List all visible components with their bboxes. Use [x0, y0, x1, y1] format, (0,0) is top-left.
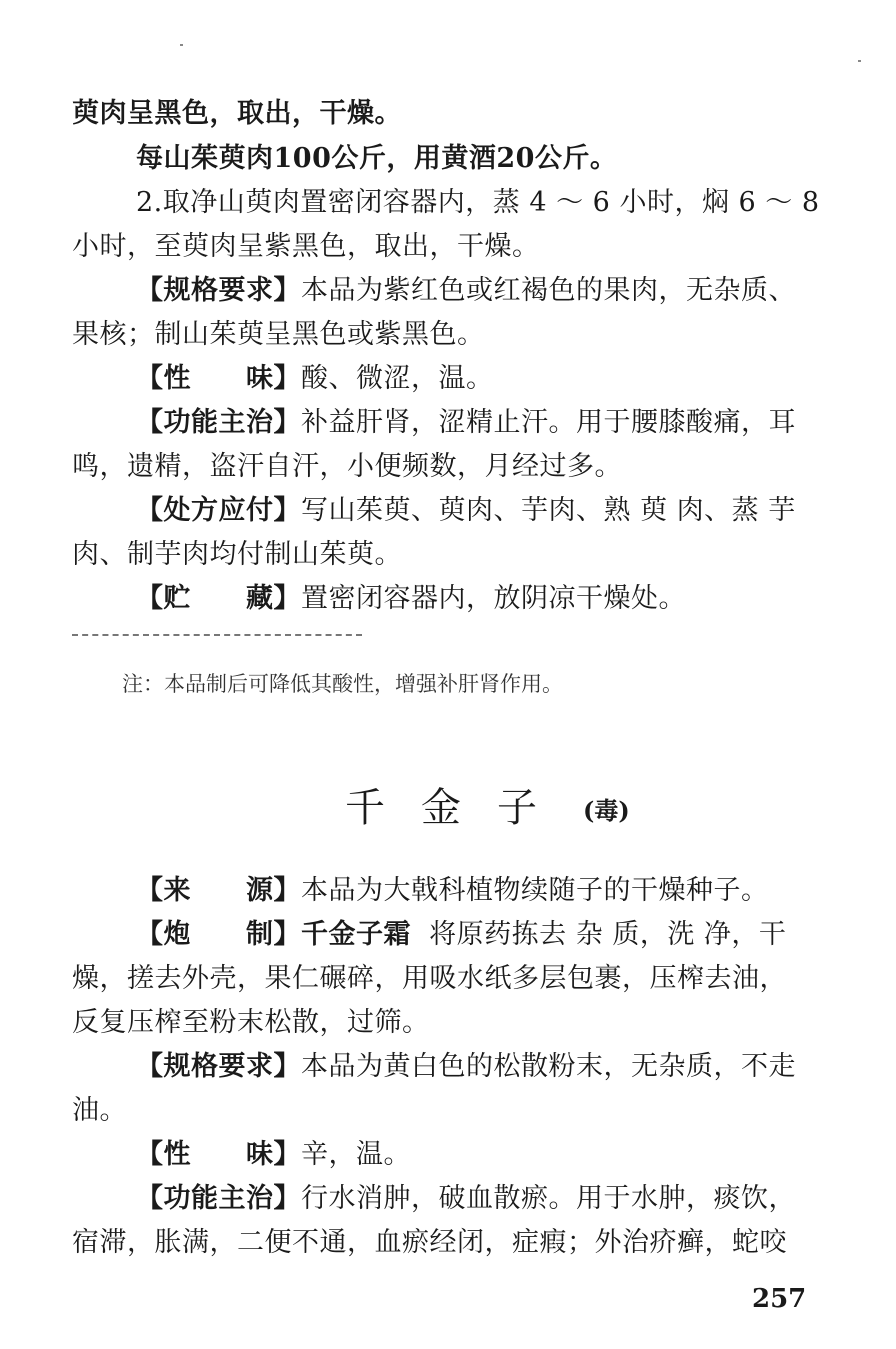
- text-run: 将原药拣去 杂 质，洗 净，干: [429, 919, 787, 950]
- section-label: 【贮 藏】: [136, 583, 301, 614]
- footnote: 注：本品制后可降低其酸性，增强补肝肾作用。: [122, 672, 563, 696]
- taste-paragraph: [136, 361, 832, 397]
- text-line: 每山茱萸肉100公斤，用黄酒20公斤。: [136, 143, 618, 174]
- text-line: 2.取净山萸肉置密闭容器内，蒸 4 ～ 6 小时，焖 6 ～ 8: [136, 187, 820, 218]
- text-run: 行水消肿，破血散瘀。用于水肿，痰饮，: [301, 1183, 796, 1214]
- taste-paragraph: [136, 1137, 832, 1173]
- text-line: 肉、制芋肉均付制山茱萸。: [72, 539, 402, 570]
- text-run: 本品为紫红色或红褐色的果肉，无杂质、: [301, 275, 796, 306]
- text-line: 鸣，遗精，盗汗自汗，小便频数，月经过多。: [72, 451, 622, 482]
- text-run: 写山茱萸、萸肉、芋肉、熟 萸 肉、蒸 芋: [301, 495, 796, 526]
- text-run: 置密闭容器内，放阴凉干燥处。: [301, 583, 686, 614]
- text-line: 油。: [72, 1095, 127, 1126]
- text-line: 果核；制山茱萸呈黑色或紫黑色。: [72, 319, 485, 350]
- section-title-toxic-tag: (毒): [583, 796, 630, 825]
- section-label: 【性 味】: [136, 1139, 301, 1170]
- section-label: 【性 味】: [136, 363, 301, 394]
- scan-speck: [180, 44, 183, 46]
- prescription-paragraph: [136, 493, 832, 529]
- text-run: 本品为大戟科植物续随子的干燥种子。: [301, 875, 769, 906]
- page-number: 257: [752, 1284, 807, 1314]
- section-label: 【功能主治】: [136, 1183, 301, 1214]
- text-line: 小时，至萸肉呈紫黑色，取出，干燥。: [72, 231, 540, 262]
- text-run: 补益肝肾，涩精止汗。用于腰膝酸痛，耳: [301, 407, 796, 438]
- scan-speck: [858, 60, 861, 62]
- function-paragraph: [136, 1181, 832, 1217]
- text-line: 反复压榨至粉末松散，过筛。: [72, 1007, 430, 1038]
- section-label: 【炮 制】: [136, 919, 301, 950]
- section-label: 【来 源】: [136, 875, 301, 906]
- text-line: 宿滞，胀满，二便不通，血瘀经闭，症瘕；外治疥癣，蛇咬: [72, 1227, 787, 1258]
- storage-paragraph: [136, 581, 832, 617]
- section-label: 【处方应付】: [136, 495, 301, 526]
- section-label: 【规格要求】: [136, 275, 301, 306]
- section-label: 【功能主治】: [136, 407, 301, 438]
- function-paragraph: [136, 405, 832, 441]
- text-run: 辛，温。: [301, 1139, 411, 1170]
- text-run: 酸、微涩，温。: [301, 363, 494, 394]
- section-label: 【规格要求】: [136, 1051, 301, 1082]
- text-run: 本品为黄白色的松散粉末，无杂质，不走: [301, 1051, 796, 1082]
- text-line: 燥，搓去外壳，果仁碾碎，用吸水纸多层包裹，压榨去油，: [72, 963, 787, 994]
- method-name: 千金子霜: [301, 919, 411, 950]
- spec-paragraph: [136, 1049, 832, 1085]
- footnote-rule: [72, 634, 362, 636]
- section-title: 千金子: [345, 785, 573, 831]
- source-paragraph: [136, 873, 832, 909]
- text-line: 萸肉呈黑色，取出，干燥。: [72, 98, 402, 129]
- spec-paragraph: [136, 273, 832, 309]
- processing-paragraph: [136, 917, 832, 953]
